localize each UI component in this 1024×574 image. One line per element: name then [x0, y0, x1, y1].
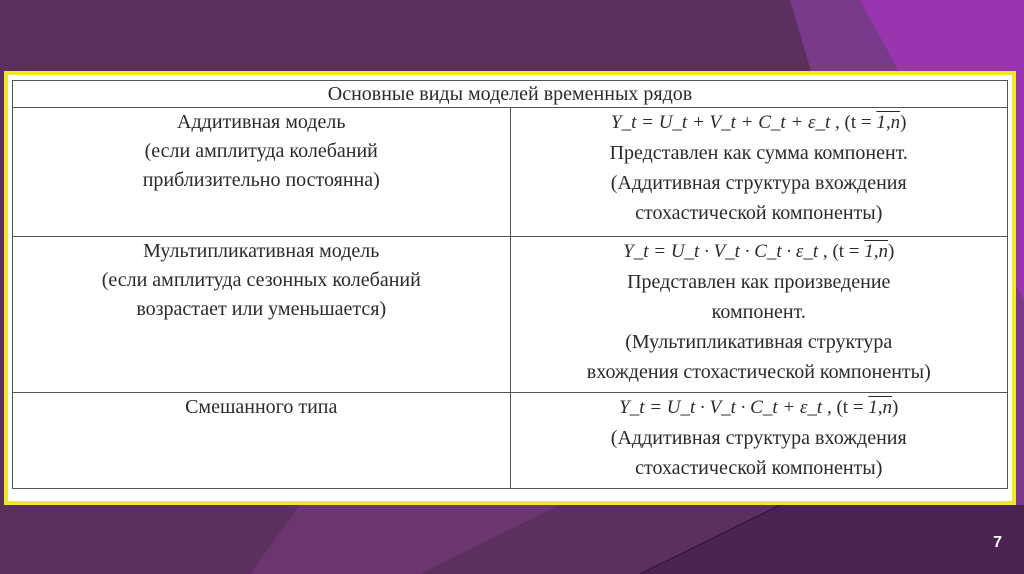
description-line: стохастической компоненты) [635, 202, 883, 224]
description-line: Представлен как произведение [627, 271, 891, 293]
models-table [12, 80, 1008, 489]
description-line: (Аддитивная структура вхождения [610, 427, 907, 449]
table-row [13, 108, 1008, 237]
slide-frame [4, 71, 1016, 505]
model-description-cell [510, 108, 1008, 237]
model-line: (если амплитуда сезонных колебаний [101, 269, 421, 291]
model-name-cell [13, 237, 511, 393]
model-name-cell [13, 108, 511, 237]
model-description-cell [510, 237, 1008, 393]
model-line: приблизительно постоянна) [142, 169, 380, 191]
model-line: Аддитивная модель [177, 111, 346, 133]
description-line: (Мультипликативная структура [625, 331, 893, 353]
model-line: возрастает или уменьшается) [136, 298, 387, 320]
description-line: (Аддитивная структура вхождения [610, 172, 907, 194]
model-name-cell [13, 393, 511, 489]
model-description-cell [510, 393, 1008, 489]
model-line: (если амплитуда колебаний [144, 140, 378, 162]
formula: Y_t = U_t · V_t · C_t · ε_t , (t = 1,n) [623, 241, 895, 262]
page-number: 7 [993, 534, 1002, 551]
table-title: Основные виды моделей временных рядов [13, 81, 1008, 108]
table-row [13, 393, 1008, 489]
description-line: стохастической компоненты) [635, 457, 883, 479]
table-row [13, 237, 1008, 393]
description-line: вхождения стохастической компоненты) [586, 361, 931, 383]
description-line: компонент. [711, 301, 806, 323]
formula: Y_t = U_t + V_t + C_t + ε_t , (t = 1,n) [611, 112, 907, 133]
model-line: Смешанного типа [185, 396, 338, 418]
model-line: Мультипликативная модель [143, 240, 380, 262]
formula: Y_t = U_t · V_t · C_t + ε_t , (t = 1,n) [619, 397, 899, 418]
description-line: Представлен как сумма компонент. [609, 142, 908, 164]
